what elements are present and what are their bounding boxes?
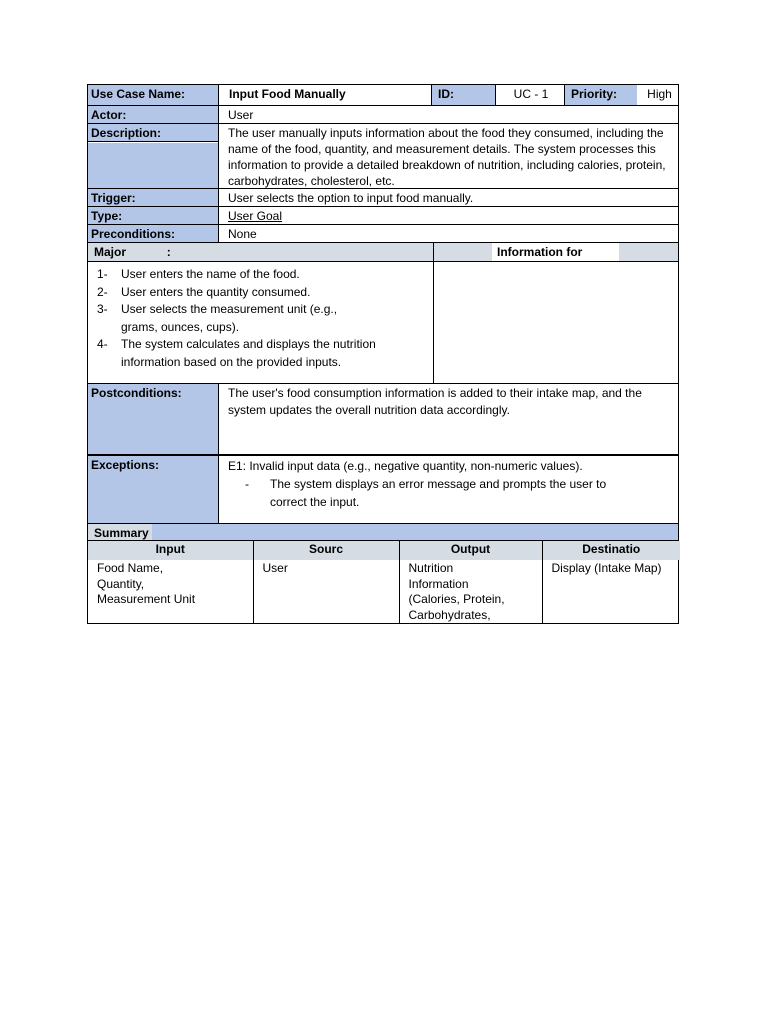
actor-row	[87, 105, 679, 123]
postconditions-label: Postconditions:	[88, 384, 219, 454]
preconditions-value: None	[228, 227, 257, 241]
summary-cell-input: Food Name, Quantity, Measurement Unit	[97, 561, 196, 606]
steps-row	[87, 261, 679, 383]
actor-value: User	[228, 108, 254, 122]
type-row	[87, 206, 679, 224]
description-value: The user manually inputs information about the food they consumed, including the name of the food, quantity, and measurement details. The system processes this information to provide a detailed breakdown of nutrition, including calories, protein, carbohydrates, cholesterol, etc.	[228, 126, 666, 188]
description-label: Description:	[88, 124, 218, 142]
information-for-label: Information for	[492, 243, 619, 261]
major-colon: :	[166, 245, 171, 259]
id-value: UC - 1	[495, 85, 565, 105]
use-case-document	[87, 84, 679, 624]
preconditions-row	[87, 224, 679, 242]
summary-header-input: Input	[88, 541, 253, 560]
major-header	[88, 243, 434, 261]
summary-cell-source: User	[253, 560, 399, 623]
summary-cell-output: Nutrition Information (Calories, Protein, Carbohydrates,	[399, 560, 542, 623]
summary-table	[88, 541, 680, 623]
step-item: 3- User selects the measurement unit (e.g., grams, ounces, cups).	[97, 302, 338, 334]
preconditions-label: Preconditions:	[88, 225, 219, 242]
exceptions-value	[219, 456, 678, 523]
exceptions-label: Exceptions:	[88, 456, 219, 523]
exception-bullet: - The system displays an error message and prompts the user to correct the input.	[245, 477, 607, 509]
exceptions-row	[87, 454, 679, 523]
summary-header-output: Output	[399, 541, 542, 560]
id-label: ID:	[432, 85, 495, 105]
steps-cell	[88, 262, 434, 383]
use-case-name-row	[87, 84, 679, 105]
step-item: 2- User enters the quantity consumed.	[97, 284, 311, 299]
summary-cell-destination: Display (Intake Map)	[542, 560, 680, 623]
description-row	[87, 123, 679, 188]
postconditions-row	[87, 383, 679, 454]
summary-label: Summary	[88, 524, 152, 540]
type-label: Type:	[88, 207, 219, 224]
summary-header-row	[88, 541, 680, 560]
priority-label: Priority:	[565, 85, 629, 105]
trigger-label: Trigger:	[88, 189, 219, 206]
summary-header-source: Sourc	[253, 541, 399, 560]
steps-list	[97, 266, 427, 371]
description-label-fill	[88, 143, 218, 188]
summary-header-destination: Destinatio	[542, 541, 680, 560]
summary-table-wrap	[87, 540, 679, 624]
postconditions-value: The user's food consumption information is added to their intake map, and the system updates the overall nutrition data accordingly.	[228, 386, 642, 417]
description-label-cell	[88, 124, 219, 188]
use-case-name-value: Input Food Manually	[219, 85, 432, 105]
type-value: User Goal	[228, 209, 283, 223]
priority-value: High	[629, 85, 680, 105]
trigger-row	[87, 188, 679, 206]
major-header-row	[87, 242, 679, 261]
trigger-value: User selects the option to input food manually.	[228, 191, 474, 205]
exception-main: E1: Invalid input data (e.g., negative quantity, non-numeric values).	[228, 459, 583, 473]
table-row	[88, 560, 680, 623]
use-case-name-label: Use Case Name:	[88, 85, 219, 105]
summary-row	[87, 523, 679, 540]
actor-label: Actor:	[88, 106, 219, 123]
step-item: 4- The system calculates and displays the nutrition information based on the provided inputs.	[97, 337, 376, 369]
step-item: 1- User enters the name of the food.	[97, 267, 300, 281]
major-label: Major	[94, 245, 127, 259]
